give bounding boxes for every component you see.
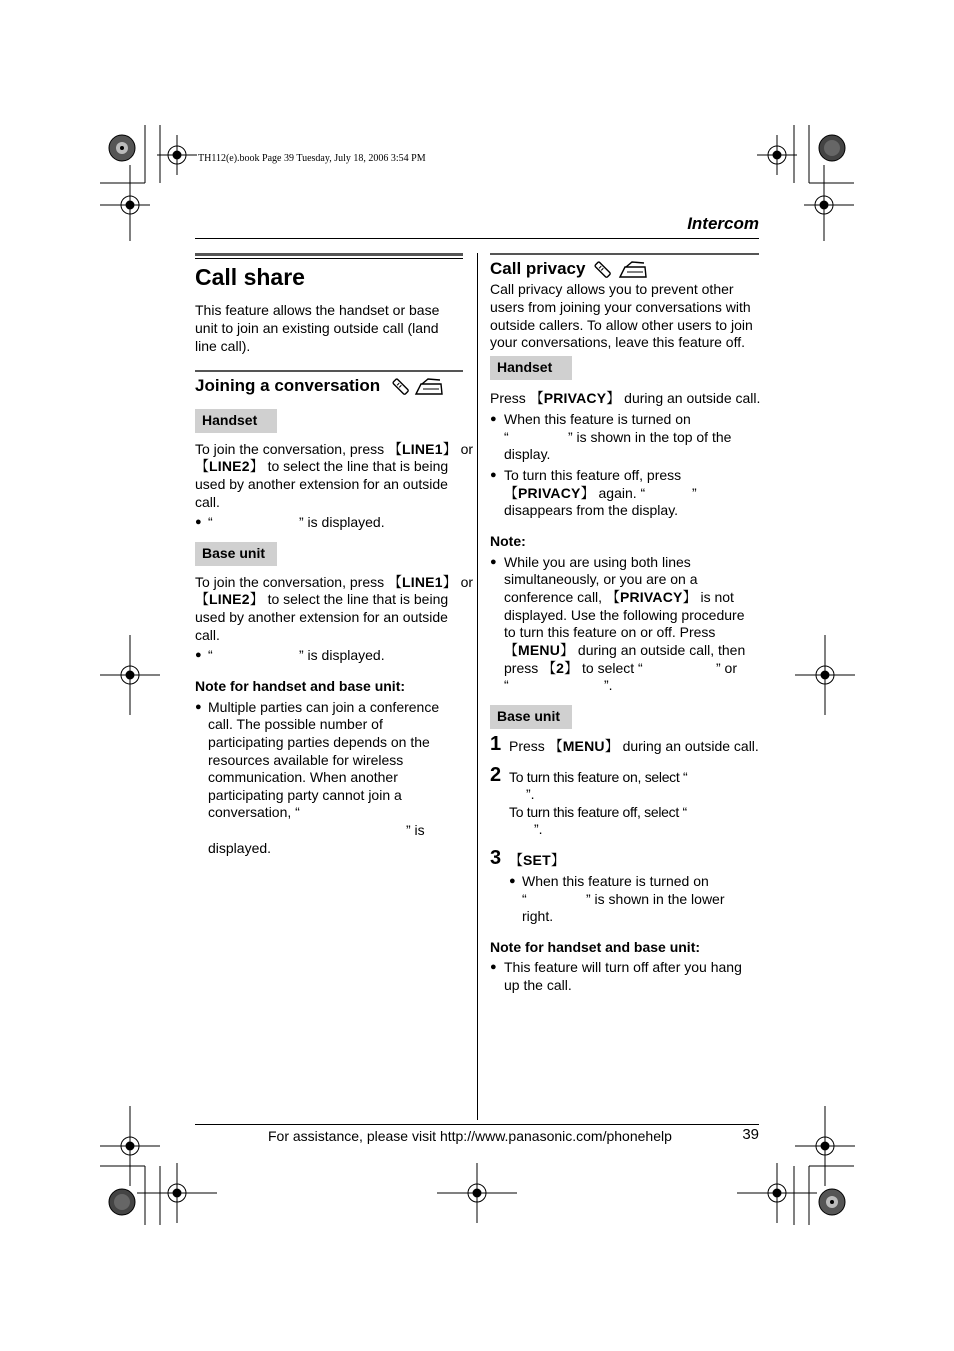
privacy-intro-line: your conversations, leave this feature off. <box>490 334 745 350</box>
intro-line: unit to join an existing outside call (land <box>195 320 439 336</box>
handset-text-line: To join the conversation, press 【LINE1】 or <box>195 441 474 457</box>
note-line: communication. When another <box>208 769 398 785</box>
page-number: 39 <box>742 1126 759 1143</box>
privacy-bullet-line: ” <box>692 485 697 501</box>
privacy-bullet-line: disappears from the display. <box>504 502 679 518</box>
privacy-bullet-line: “ <box>504 429 509 445</box>
base-text-line: used by another extension for an outside <box>195 609 448 625</box>
bullet-icon: ● <box>195 516 202 528</box>
privacy-bullet-line: When this feature is turned on <box>504 411 691 427</box>
handset-text-line: 【LINE2】 to select the line that is being <box>195 458 449 474</box>
note-line: While you are using both lines <box>504 554 691 570</box>
bullet-icon: ● <box>490 413 497 425</box>
handset-text-line: used by another extension for an outside <box>195 476 448 492</box>
right-heading-rule <box>490 253 759 255</box>
note-line: participating parties depends on the <box>208 734 430 750</box>
footer-rule <box>195 1124 759 1125</box>
privacy-bullet-line: To turn this feature off, press <box>504 467 682 483</box>
registration-mark-icon <box>737 1163 817 1223</box>
assistance-text: For assistance, please visit http://www.panasonic.com/phonehelp <box>268 1128 672 1144</box>
step-number: 3 <box>490 847 502 869</box>
bullet-icon: ● <box>195 701 202 713</box>
registration-mark-icon <box>804 165 844 245</box>
note-line: participating party cannot join a <box>208 787 402 803</box>
privacy-intro-line: outside callers. To allow other users to join <box>490 317 753 333</box>
handset-bullet-close: ” is displayed. <box>299 514 385 530</box>
step-text: 【SET】 <box>509 852 565 868</box>
title-rule-thick <box>195 253 463 256</box>
registration-mark-icon <box>137 1163 217 1223</box>
section-label: Intercom <box>687 214 759 233</box>
base-bullet-close: ” is displayed. <box>299 647 385 663</box>
base-text-line: call. <box>195 627 220 643</box>
page-title: Call share <box>195 264 305 290</box>
column-divider <box>477 253 478 1120</box>
bullet-icon: ● <box>490 469 497 481</box>
registration-mark-icon <box>795 635 855 715</box>
step-number: 2 <box>490 764 502 786</box>
privacy-base-unit-label: Base unit <box>490 705 572 729</box>
step3-bullet-line: right. <box>522 908 554 924</box>
color-target-icon <box>817 1187 847 1217</box>
intro-line: This feature allows the handset or base <box>195 302 440 318</box>
handset-bullet-open: “ <box>208 514 213 530</box>
step3-bullet-line: “ <box>522 891 527 907</box>
privacy-handset-label: Handset <box>490 356 572 380</box>
color-target-icon <box>107 133 137 163</box>
step3-bullet-line: When this feature is turned on <box>522 873 709 889</box>
call-privacy-heading: Call privacy <box>490 259 586 278</box>
subsection-rule <box>195 370 463 372</box>
base-bullet-open: “ <box>208 647 213 663</box>
joining-heading: Joining a conversation <box>195 376 381 395</box>
note-line: Multiple parties can join a conference <box>208 699 440 715</box>
note-line: up the call. <box>504 977 572 993</box>
note-heading: Note for handset and base unit: <box>490 939 701 955</box>
note-line: displayed. Use the following procedure <box>504 607 745 623</box>
privacy-bullet-line: 【PRIVACY】 again. “ <box>504 485 646 501</box>
step-text: Press 【MENU】 during an outside call. <box>509 738 759 754</box>
handset-text-line: call. <box>195 494 220 510</box>
base-text-line: 【LINE2】 to select the line that is being <box>195 591 449 607</box>
privacy-intro-line: users from joining your conversations with <box>490 299 751 315</box>
registration-mark-icon <box>157 135 197 175</box>
base-unit-label: Base unit <box>195 542 277 566</box>
handset-label: Handset <box>195 409 277 433</box>
base-text-line: To join the conversation, press 【LINE1】 or <box>195 574 474 590</box>
note-line: ”. <box>604 677 613 693</box>
step-text: To turn this feature on, select “ <box>509 769 688 785</box>
handset-icon <box>391 377 411 397</box>
note-heading: Note: <box>490 533 526 549</box>
note-line: call. The possible number of <box>208 716 383 732</box>
note-heading: Note for handset and base unit: <box>195 678 406 694</box>
note-line: 【MENU】 during an outside call, then <box>504 642 746 658</box>
bullet-icon: ● <box>509 875 516 887</box>
base-unit-icon <box>415 378 443 396</box>
step-number: 1 <box>490 733 502 755</box>
header-rule <box>195 238 759 239</box>
note-line: ” is <box>406 822 425 838</box>
press-privacy-line: Press 【PRIVACY】 during an outside call. <box>490 390 761 406</box>
bullet-icon: ● <box>490 961 497 973</box>
registration-mark-icon <box>100 635 160 715</box>
bullet-icon: ● <box>195 649 202 661</box>
note-line: “ <box>504 677 509 693</box>
step-text: ”. <box>534 821 543 837</box>
color-target-icon <box>817 133 847 163</box>
privacy-bullet-line: display. <box>504 446 551 462</box>
privacy-bullet-line: ” is shown in the top of the <box>568 429 732 445</box>
note-line: simultaneously, or you are on a <box>504 571 698 587</box>
step-text: ”. <box>526 786 535 802</box>
note-line: conversation, “ <box>208 804 300 820</box>
file-header: TH112(e).book Page 39 Tuesday, July 18, 2006 3:54 PM <box>198 153 426 164</box>
title-rule <box>195 258 463 259</box>
step-text: To turn this feature off, select “ <box>509 804 687 820</box>
registration-mark-icon <box>757 135 797 175</box>
note-line: resources available for wireless <box>208 752 404 768</box>
note-line: conference call, 【PRIVACY】 is not <box>504 589 734 605</box>
registration-mark-icon <box>437 1163 517 1223</box>
step3-bullet-line: ” is shown in the lower <box>586 891 725 907</box>
note-line: press 【2】 to select “ <box>504 660 643 676</box>
bullet-icon: ● <box>490 556 497 568</box>
privacy-intro-line: Call privacy allows you to prevent other <box>490 281 734 297</box>
note-line: displayed. <box>208 840 272 856</box>
intro-line: line call). <box>195 338 251 354</box>
note-line: to turn this feature on or off. Press <box>504 624 716 640</box>
color-target-icon <box>107 1187 137 1217</box>
handset-icon <box>593 260 613 280</box>
base-unit-icon <box>619 261 647 279</box>
registration-mark-icon <box>110 165 150 245</box>
note-line: This feature will turn off after you hang <box>504 959 742 975</box>
note-line: ” or <box>716 660 737 676</box>
